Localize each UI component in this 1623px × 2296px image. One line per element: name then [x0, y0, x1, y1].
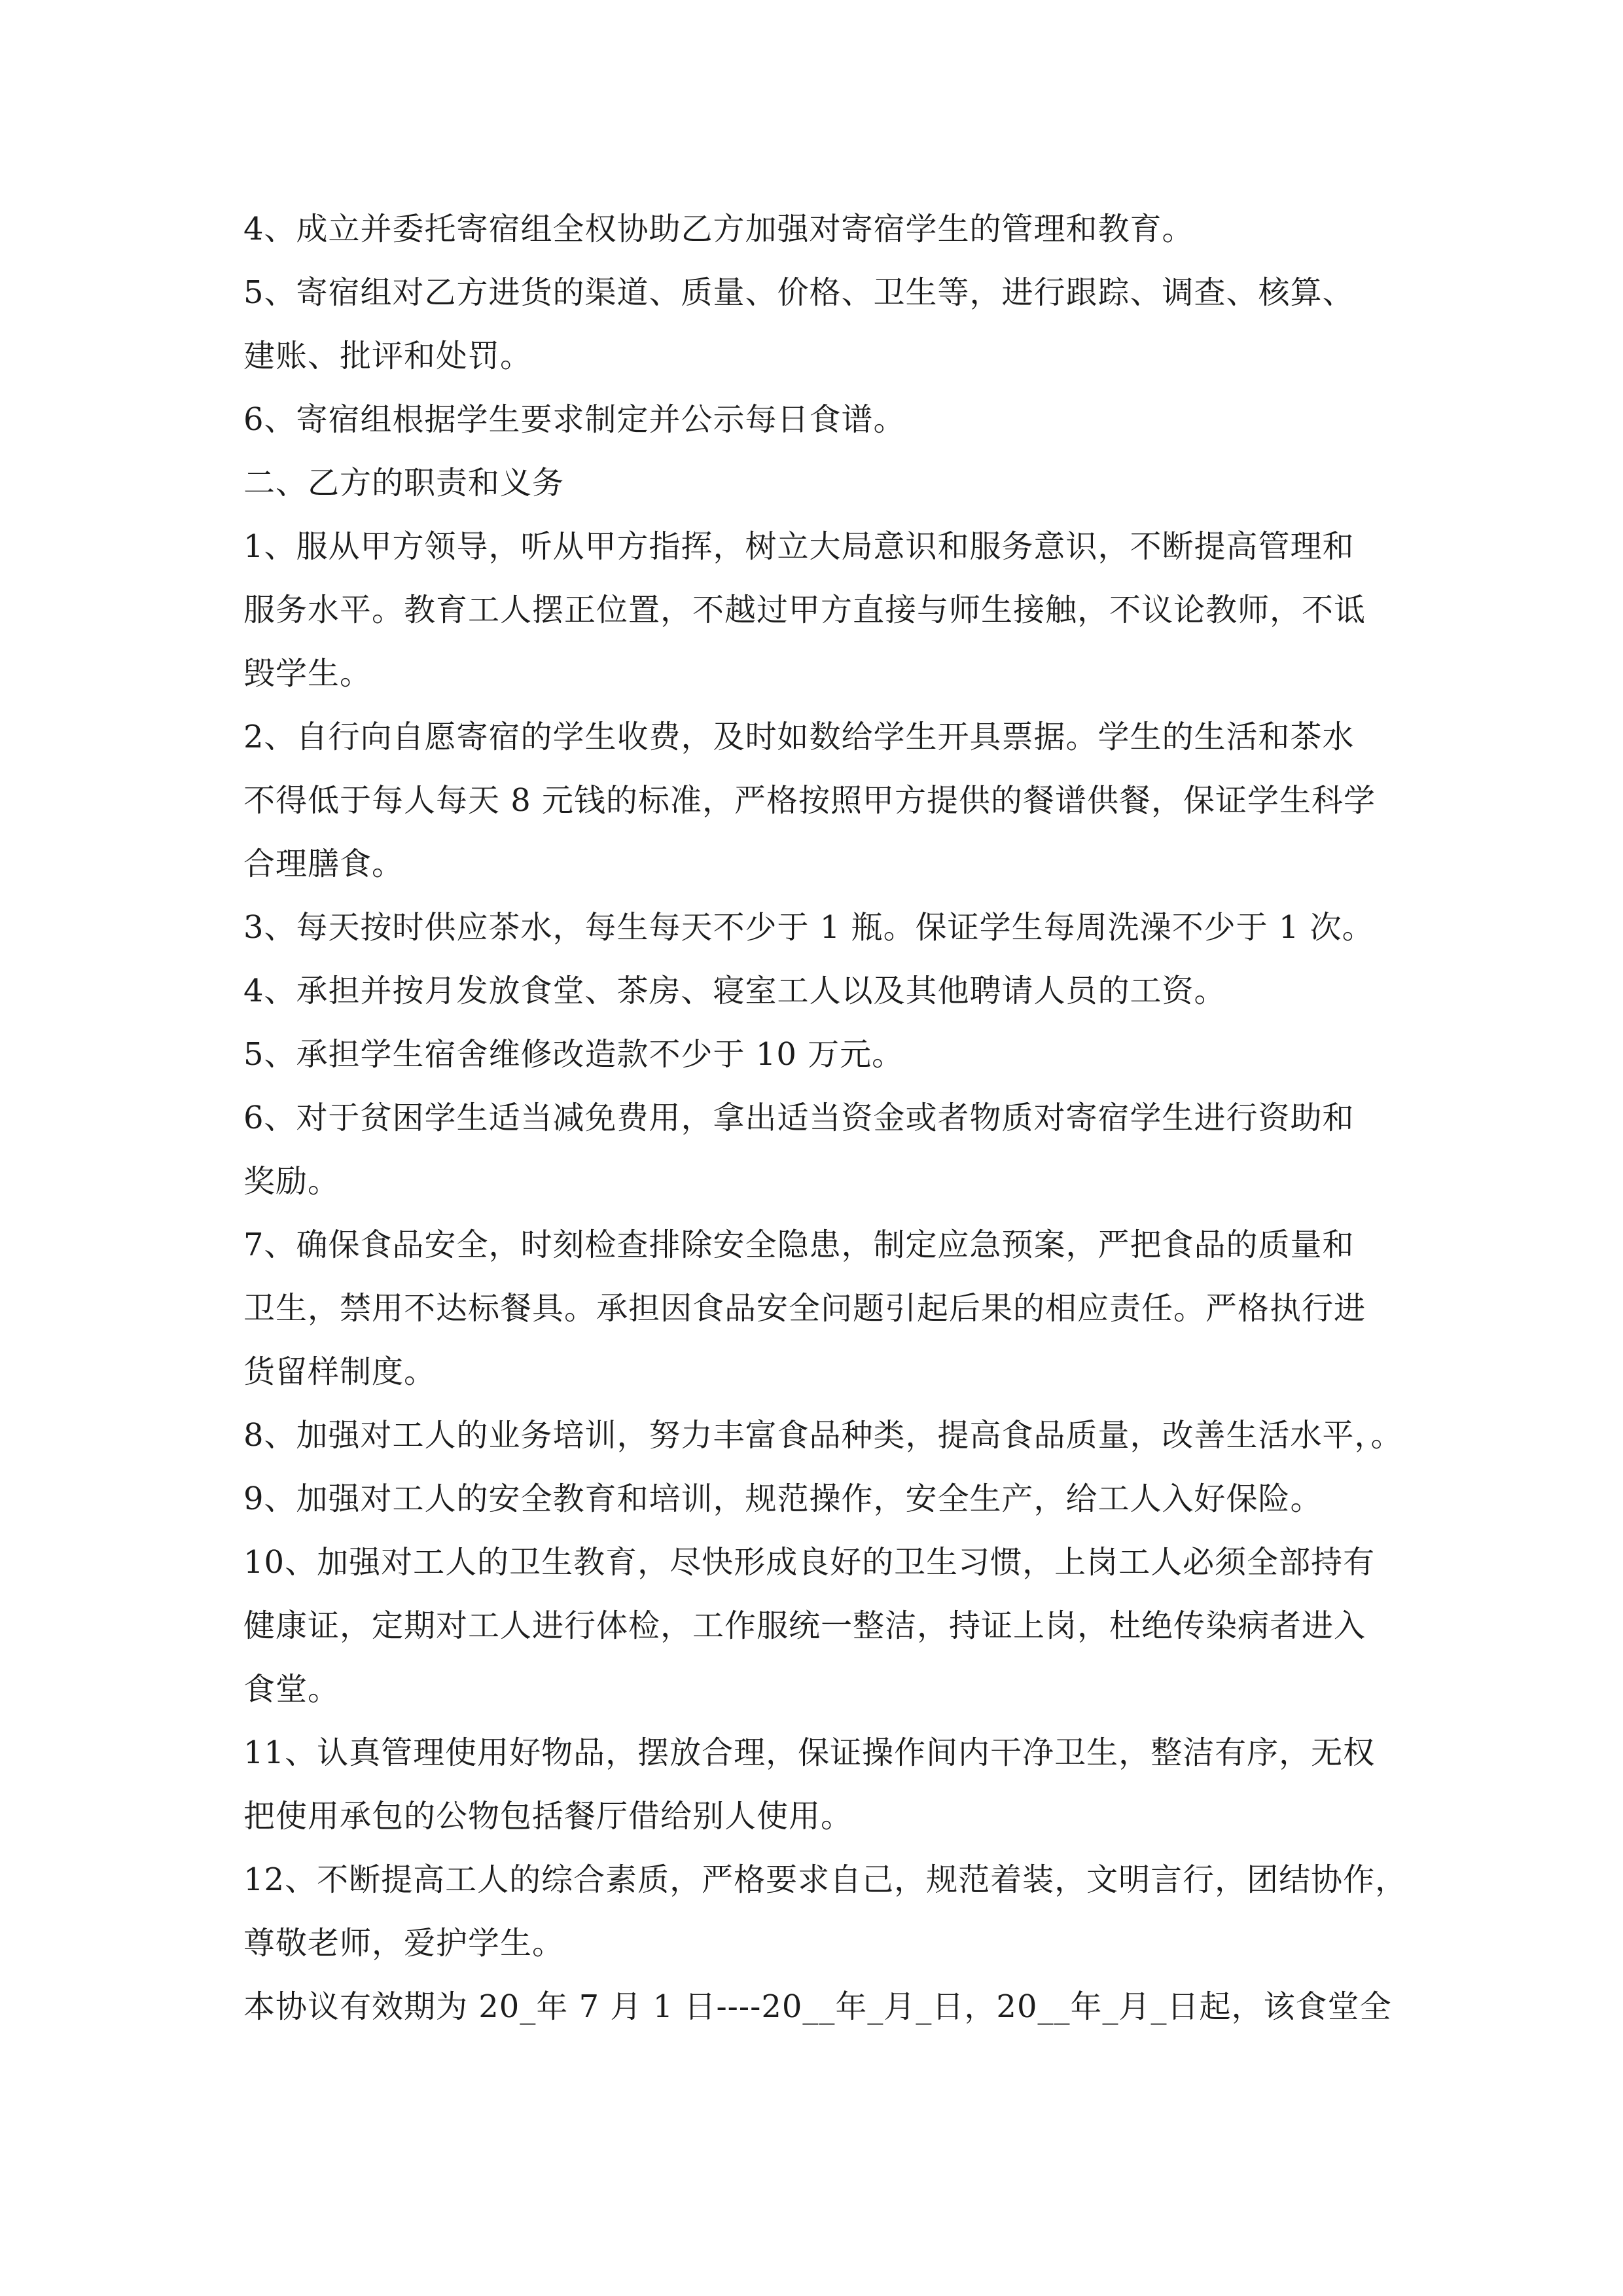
text-line: 4、承担并按月发放食堂、茶房、寝室工人以及其他聘请人员的工资。 [243, 973, 1226, 1009]
text-line: 3、每天按时供应茶水，每生每天不少于 1 瓶。保证学生每周洗澡不少于 1 次。 [243, 909, 1374, 946]
text-line: 本协议有效期为 20_年 7 月 1 日----20__年_月_日，20__年_月_日起，该食堂全 [243, 1988, 1392, 2025]
text-line: 不得低于每人每天 8 元钱的标准，严格按照甲方提供的餐谱供餐，保证学生科学 [243, 782, 1376, 819]
text-line: 6、对于贫困学生适当减免费用，拿出适当资金或者物质对寄宿学生进行资助和 [243, 1100, 1355, 1136]
text-line: 6、寄宿组根据学生要求制定并公示每日食谱。 [243, 401, 906, 438]
text-line: 奖励。 [243, 1163, 340, 1200]
section-heading: 二、乙方的职责和义务 [243, 465, 565, 501]
text-line: 把使用承包的公物包括餐厅借给别人使用。 [243, 1798, 853, 1835]
text-line: 卫生，禁用不达标餐具。承担因食品安全问题引起后果的相应责任。严格执行进 [243, 1290, 1366, 1327]
text-line: 8、加强对工人的业务培训，努力丰富食品种类，提高食品质量，改善生活水平，。 [243, 1417, 1403, 1454]
text-line: 9、加强对工人的安全教育和培训，规范操作，安全生产，给工人入好保险。 [243, 1480, 1323, 1517]
text-line: 健康证，定期对工人进行体检，工作服统一整洁，持证上岗，杜绝传染病者进入 [243, 1607, 1366, 1644]
text-line: 建账、批评和处罚。 [243, 338, 533, 374]
text-line: 10、加强对工人的卫生教育，尽快形成良好的卫生习惯，上岗工人必须全部持有 [243, 1544, 1376, 1581]
text-line: 4、成立并委托寄宿组全权协助乙方加强对寄宿学生的管理和教育。 [243, 211, 1194, 247]
text-line: 5、寄宿组对乙方进货的渠道、质量、价格、卫生等，进行跟踪、调查、核算、 [243, 274, 1355, 311]
text-line: 货留样制度。 [243, 1354, 437, 1390]
text-line: 2、自行向自愿寄宿的学生收费，及时如数给学生开具票据。学生的生活和茶水 [243, 719, 1355, 755]
text-line: 尊敬老师，爱护学生。 [243, 1925, 565, 1962]
text-line: 服务水平。教育工人摆正位置，不越过甲方直接与师生接触，不议论教师，不诋 [243, 592, 1366, 628]
text-line: 11、认真管理使用好物品，摆放合理，保证操作间内干净卫生，整洁有序，无权 [243, 1734, 1376, 1771]
text-line: 7、确保食品安全，时刻检查排除安全隐患，制定应急预案，严把食品的质量和 [243, 1227, 1355, 1263]
text-line: 食堂。 [243, 1671, 340, 1708]
text-line: 1、服从甲方领导，听从甲方指挥，树立大局意识和服务意识，不断提高管理和 [243, 528, 1355, 565]
text-line: 毁学生。 [243, 655, 372, 692]
text-line: 12、不断提高工人的综合素质，严格要求自己，规范着装，文明言行，团结协作， [243, 1861, 1408, 1898]
document-body [243, 198, 1408, 2039]
text-line: 合理膳食。 [243, 846, 404, 882]
text-line: 5、承担学生宿舍维修改造款不少于 10 万元。 [243, 1036, 904, 1073]
